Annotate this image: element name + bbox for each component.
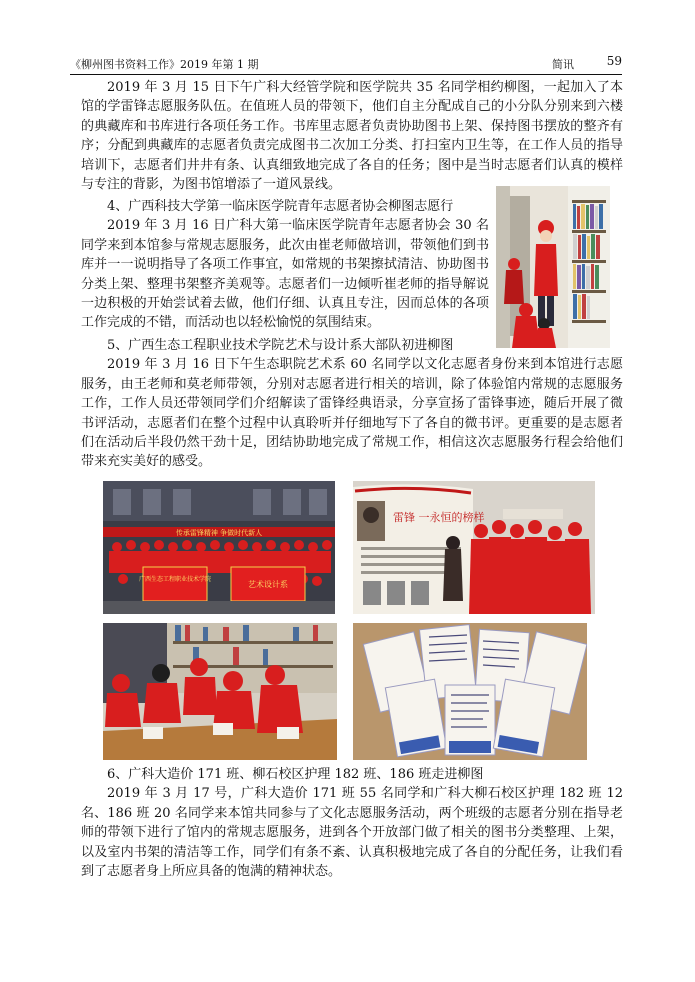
photo-writing-reviews	[103, 623, 337, 760]
running-header	[70, 52, 622, 75]
paragraph-4: 2019 年 3 月 16 日广科大第一临床医学院青年志愿者协会 30 名同学来到本馆参与常规志愿服务，此次由崔老师做培训，带领他们到书库并一一说明指导了各项工作事宜，如常规的书架擦拭清洁、协助图书分类上架、整理书架整齐美观等。志愿者们一边倾听崔老师的指导解说一边积极的开始尝试着去做，他们仔细、认真且专注，因而总体的各项工作完成的不错，而活动也以轻松愉悦的氛围结束。	[81, 218, 489, 331]
heading-section-4: 4、广西科技大学第一临床医学院青年志愿者协会柳图志愿行	[107, 199, 454, 214]
journal-title: 《柳州图书资料工作》2019 年第 1 期	[70, 58, 259, 71]
article-body-5	[81, 336, 623, 472]
article-body-4	[81, 197, 489, 333]
banner-b-text: 艺术设计系	[248, 580, 288, 589]
heading-section-6: 6、广科大造价 171 班、柳石校区护理 182 班、186 班走进柳图	[107, 767, 484, 782]
banner-top-text: 传承雷锋精神 争做时代新人	[175, 529, 263, 537]
paragraph-3: 2019 年 3 月 15 日下午广科大经管学院和医学院共 35 名同学相约柳图，一起加入了本馆的学雷锋志愿服务队伍。在值班人员的带领下，他们自主分配成自己的小分队分别来到六楼的典藏库和书库进行各项任务工作。书库里志愿者负责协助图书上架、保持图书摆放的整齐有序；分配到典藏库的志愿者负责完成图书二次加工分类、打扫室内卫生等，在工作人员的指导培训下，志愿者们井井有条、认真细致地完成了各自的任务；图中是当时志愿者们认真的模样与专注的背影，为图书馆增添了一道风景线。	[81, 80, 623, 193]
photo-leifeng-exhibit	[353, 481, 595, 614]
photo-book-review-cards	[353, 623, 587, 760]
photo-library-stacks	[496, 186, 610, 348]
article-body-6	[81, 765, 623, 881]
paragraph-5: 2019 年 3 月 16 日下午生态职院艺术系 60 名同学以文化志愿者身份来到本馆进行志愿服务，由王老师和莫老师带领，分别对志愿者进行相关的培训，除了体验馆内常规的志愿服务工作，工作人员还带领同学们介绍解读了雷锋经典语录，分享宣扬了雷锋事迹，随后开展了微书评活动，志愿者们在整个过程中认真聆听并仔细地写下了各自的微书评。更重要的是志愿者们在活动后半段仍然干劲十足，团结协助地完成了常规工作，相信这次志愿服务行程会给他们带来充实美好的感受。	[81, 357, 623, 470]
heading-section-5: 5、广西生态工程职业技术学院艺术与设计系大部队初进柳图	[107, 338, 454, 353]
page-number: 59	[606, 54, 622, 68]
paragraph-6: 2019 年 3 月 17 号，广科大造价 171 班 55 名同学和广科大柳石校区护理 182 班 12 名、186 班 20 名同学来本馆共同参与了文化志愿服务活动，两个班级的志愿者分别在指导老师的带领下进行了馆内的常规志愿服务，进到各个开放部门做了相关的图书分类整理、上架，以及室内书架的清洁等工作，同学们有条不紊、认真积极地完成了各自的分配任务，让我们看到了志愿者身上所应具备的饱满的精神状态。	[81, 786, 623, 880]
section-label: 简讯	[552, 58, 574, 71]
banner-a-text: 广西生态工程职业技术学院	[138, 576, 212, 583]
article-body-1	[81, 78, 623, 194]
exhibit-title-text: 雷锋 一永恒的榜样	[393, 511, 485, 524]
photo-group-banner	[103, 481, 335, 614]
